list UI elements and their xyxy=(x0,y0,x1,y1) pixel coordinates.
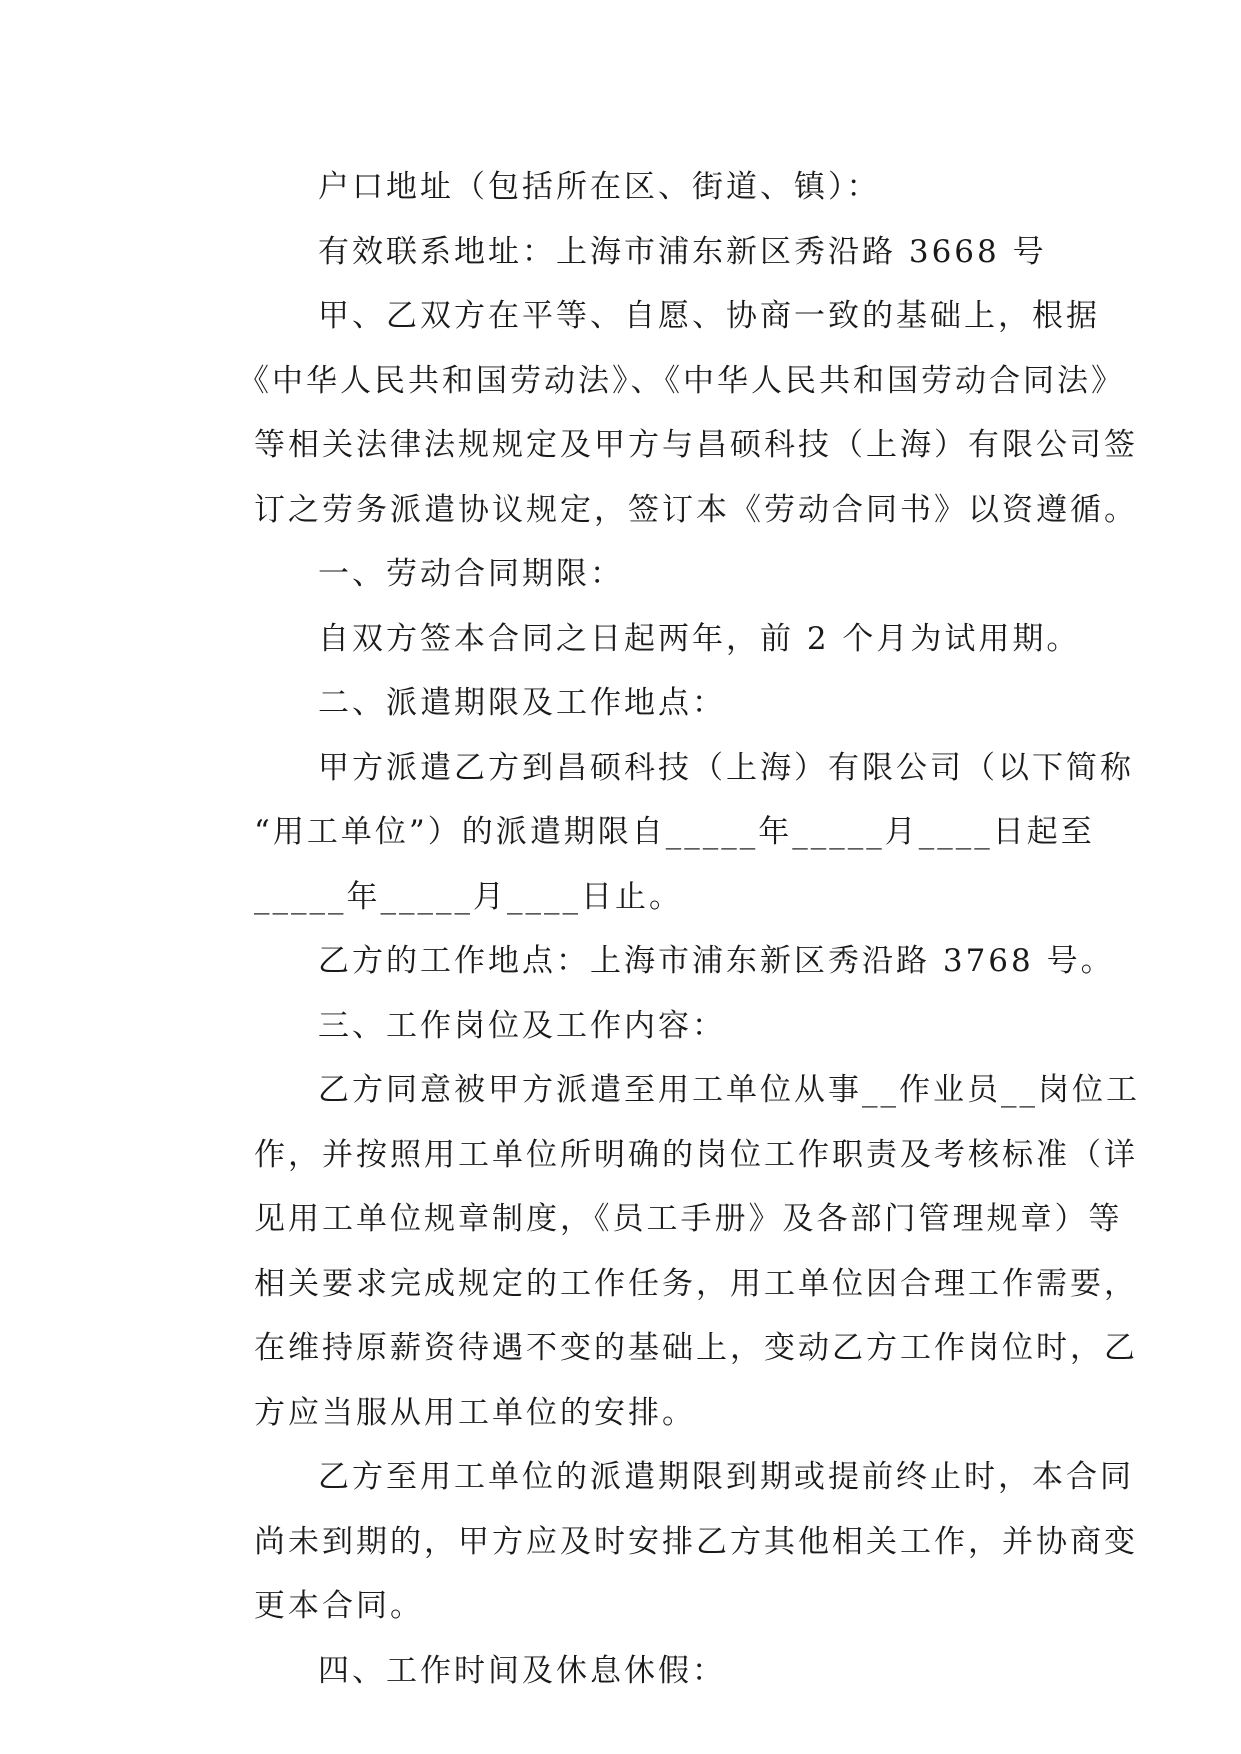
text-line: 乙方的工作地点：上海市浦东新区秀沿路 3768 号。 xyxy=(318,943,1115,979)
text-line: _____年_____月____日止。 xyxy=(254,878,683,915)
text-line: 户口地址（包括所在区、街道、镇）： xyxy=(318,169,881,205)
paragraph-contract-term xyxy=(190,607,1081,672)
text-line: 作，并按照用工单位所明确的岗位工作职责及考核标准（详 xyxy=(254,1136,1138,1173)
text-line: 《中华人民共和国劳动法》、《中华人民共和国劳动合同法》 xyxy=(238,362,1125,399)
text-line: 四、工作时间及休息休假： xyxy=(318,1652,726,1689)
text-line: 三、工作岗位及工作内容： xyxy=(318,1007,726,1044)
text-line: 相关要求完成规定的工作任务，用工单位因合理工作需要， xyxy=(254,1265,1138,1302)
text-line: “用工单位”）的派遣期限自_____年_____月____日起至 xyxy=(254,814,1095,850)
text-line: 二、派遣期限及工作地点： xyxy=(318,685,726,721)
paragraph-dispatch-term xyxy=(190,736,1134,930)
section-heading-job-position xyxy=(190,994,1050,1059)
text-line: 见用工单位规章制度，《员工手册》及各部门管理规章）等 xyxy=(254,1201,1123,1237)
text-line: 自双方签本合同之日起两年，前 2 个月为试用期。 xyxy=(318,620,1081,657)
text-line: 乙方同意被甲方派遣至用工单位从事__作业员__岗位工 xyxy=(318,1072,1140,1108)
document-body xyxy=(190,155,1140,1703)
paragraph-preamble xyxy=(190,284,1138,542)
text-line: 乙方至用工单位的派遣期限到期或提前终止时，本合同 xyxy=(318,1459,1134,1495)
section-heading-contract-term xyxy=(190,542,1050,607)
text-line: 尚未到期的，甲方应及时安排乙方其他相关工作，并协商变 xyxy=(254,1523,1138,1560)
text-line: 甲、乙双方在平等、自愿、协商一致的基础上，根据 xyxy=(318,298,1100,334)
text-line: 一、劳动合同期限： xyxy=(318,556,624,592)
paragraph-contact-address xyxy=(190,220,1050,285)
text-line: 等相关法律法规规定及甲方与昌硕科技（上海）有限公司签 xyxy=(254,427,1138,463)
paragraph-work-location xyxy=(190,929,1115,994)
text-line: 订之劳务派遣协议规定，签订本《劳动合同书》以资遵循。 xyxy=(254,491,1138,528)
text-line: 方应当服从用工单位的安排。 xyxy=(254,1394,696,1431)
text-line: 更本合同。 xyxy=(254,1588,424,1624)
paragraph-dispatch-termination xyxy=(190,1445,1138,1639)
paragraph-household-address xyxy=(190,155,1050,220)
section-heading-working-hours xyxy=(190,1639,1050,1704)
text-line: 在维持原薪资待遇不变的基础上，变动乙方工作岗位时，乙 xyxy=(254,1330,1138,1366)
text-line: 甲方派遣乙方到昌硕科技（上海）有限公司（以下简称 xyxy=(318,749,1134,786)
text-line: 有效联系地址：上海市浦东新区秀沿路 3668 号 xyxy=(318,233,1047,270)
section-heading-dispatch-term xyxy=(190,671,1050,736)
paragraph-job-position xyxy=(190,1058,1140,1445)
